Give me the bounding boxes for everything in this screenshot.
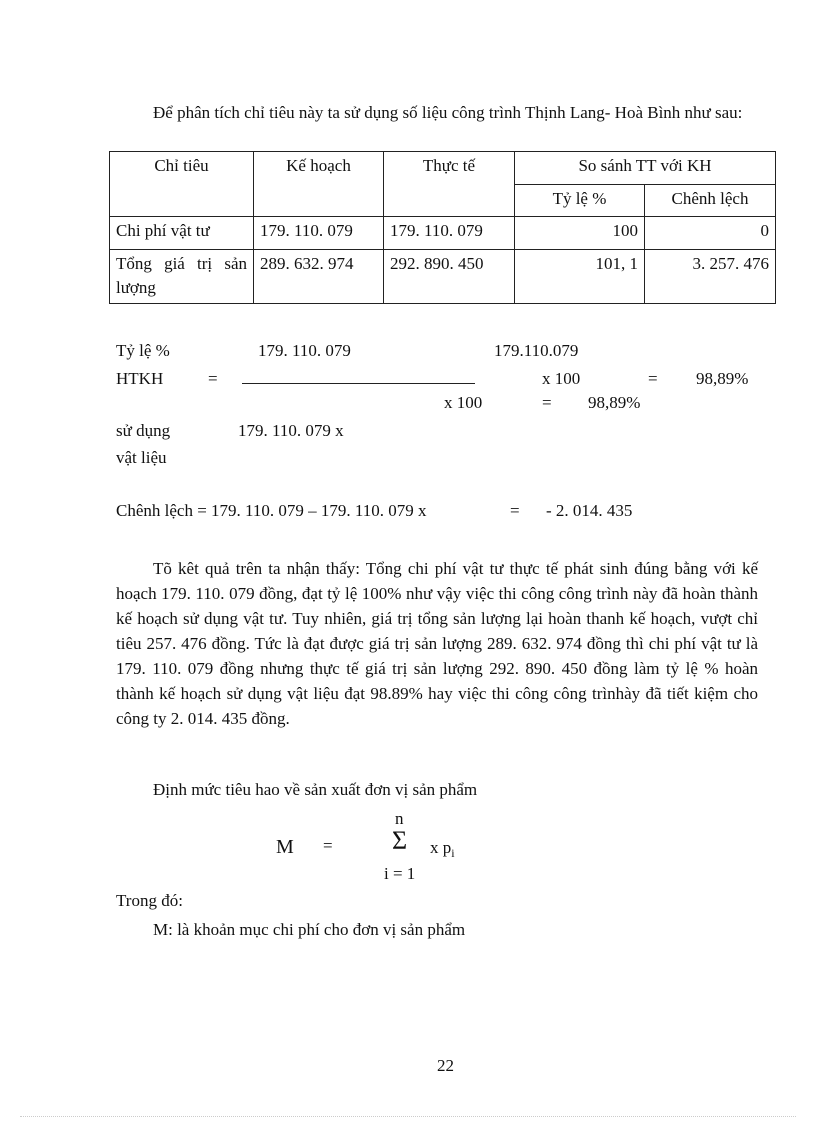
comparison-table xyxy=(109,151,776,304)
sum-lower-limit: i = 1 xyxy=(384,864,416,883)
difference-result: - 2. 014. 435 xyxy=(546,501,633,520)
formula-label-line1: Tỷ lệ % xyxy=(116,341,170,360)
formula-label-line4: vật liệu xyxy=(116,448,167,467)
difference-equals: = xyxy=(510,501,520,520)
norm-heading: Định mức tiêu hao về sản xuất đơn vị sản phẩm xyxy=(153,780,478,799)
formula-numerator-right: 179.110.079 xyxy=(494,341,579,360)
sum-term-subscript: i xyxy=(451,846,455,860)
sum-lhs: M xyxy=(276,836,294,858)
formula-denominator: 179. 110. 079 x xyxy=(238,421,344,440)
row-diff: 0 xyxy=(645,217,776,250)
footer-dotted-rule xyxy=(20,1116,796,1117)
definition-text: M: là khoản mục chi phí cho đơn vị sản phẩm xyxy=(153,920,466,939)
formula-equals-right: = xyxy=(648,369,658,388)
formula-result-right: 98,89% xyxy=(696,369,749,388)
formula-times-100: x 100 xyxy=(444,393,483,412)
row-label: Chi phí vật tư xyxy=(110,217,254,250)
fraction-bar xyxy=(242,383,475,384)
header-plan: Kế hoạch xyxy=(254,152,384,217)
formula-result: 98,89% xyxy=(588,393,641,412)
formula-equals: = xyxy=(208,369,218,388)
page-number: 22 xyxy=(437,1056,454,1075)
sum-equals: = xyxy=(323,836,333,855)
row-plan: 179. 110. 079 xyxy=(254,217,384,250)
table-row xyxy=(110,250,776,304)
table-header-row xyxy=(110,152,776,185)
intro-paragraph: Để phân tích chỉ tiêu này ta sử dụng số liệu công trình Thịnh Lang- Hoà Bình như sau: xyxy=(153,103,743,122)
row-diff: 3. 257. 476 xyxy=(645,250,776,304)
formula-equals-2: = xyxy=(542,393,552,412)
sum-term-text: x p xyxy=(430,838,452,857)
row-ratio: 101, 1 xyxy=(515,250,645,304)
formula-numerator: 179. 110. 079 xyxy=(258,341,351,360)
formula-label-line2: HTKH xyxy=(116,369,164,388)
header-comparison: So sánh TT với KH xyxy=(515,152,776,185)
header-indicator: Chỉ tiêu xyxy=(110,152,254,217)
conclusion-paragraph: Tõ kêt quả trên ta nhận thấy: Tổng chi phí vật tư thực tế phát sinh đúng bằng với kế hoạch 179. 110. 079 đồng, đạt tỷ lệ 100% như vậy việc thi công công trình này đã hoàn thành kế hoạch sử dụng vật tư. Tuy nhiên, giá trị tổng sản lượng lại hoàn thanh kế hoạch, vượt chỉ tiêu 257. 476 đồng. Tức là đạt được giá trị sản lượng 289. 632. 974 đồng thì chi phí vật tư là 179. 110. 079 đồng nhưng thực tế giá trị sản lượng 292. 890. 450 đồng làm tỷ lệ % hoàn thành kế hoạch sử dụng vật liệu đạt 98.89% hay việc thi công công trìnhày đã tiết kiệm cho công ty 2. 014. 435 đồng. xyxy=(116,559,758,728)
row-actual: 292. 890. 450 xyxy=(384,250,515,304)
sigma-symbol: Σ xyxy=(392,826,408,855)
formula-times-100-right: x 100 xyxy=(542,369,581,388)
header-ratio: Tỷ lệ % xyxy=(515,185,645,217)
row-actual: 179. 110. 079 xyxy=(384,217,515,250)
header-actual: Thực tế xyxy=(384,152,515,217)
sum-upper-limit: n xyxy=(395,809,404,828)
row-plan: 289. 632. 974 xyxy=(254,250,384,304)
sum-term xyxy=(430,838,455,861)
row-label: Tổng giá trị sản lượng xyxy=(110,250,254,304)
where-label: Trong đó: xyxy=(116,891,183,910)
row-ratio: 100 xyxy=(515,217,645,250)
table-row xyxy=(110,217,776,250)
formula-label-line3: sử dụng xyxy=(116,421,171,440)
header-difference: Chênh lệch xyxy=(645,185,776,217)
difference-expression: Chênh lệch = 179. 110. 079 – 179. 110. 079 x xyxy=(116,501,427,520)
